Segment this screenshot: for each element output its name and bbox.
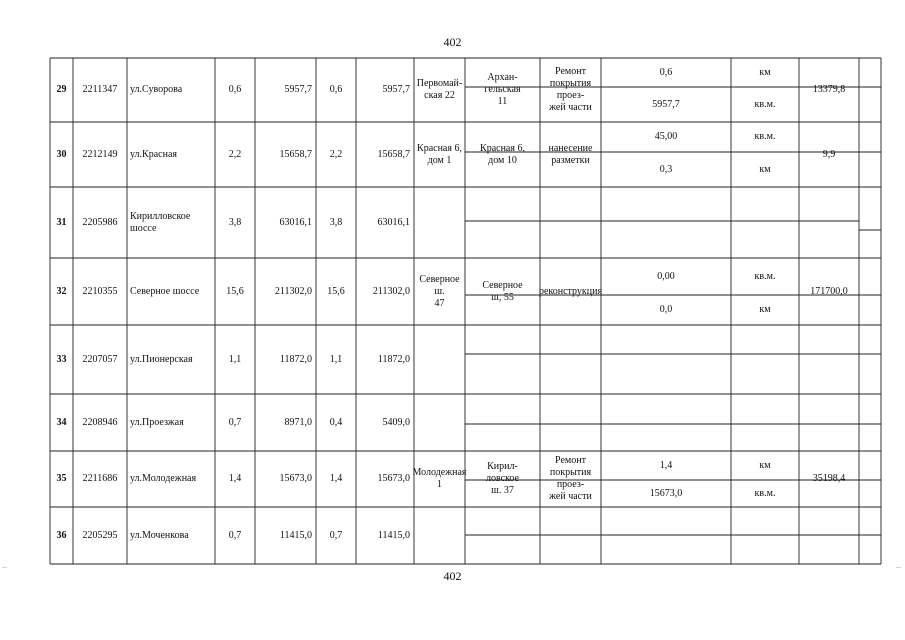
row-35-area-2: 15673,0 bbox=[377, 473, 410, 484]
row-30-work-type: нанесение разметки bbox=[548, 142, 593, 166]
row-36-from-address bbox=[414, 507, 465, 564]
row-31-from-address bbox=[414, 187, 465, 258]
row-36-area: 11415,0 bbox=[279, 529, 312, 541]
row-35-code: 2211686 bbox=[82, 473, 118, 484]
row-31-code: 2205986 bbox=[82, 216, 118, 228]
edge-mark-right: ― bbox=[896, 566, 901, 571]
row-36-cost bbox=[799, 507, 859, 564]
row-31-unit-2 bbox=[731, 221, 799, 258]
row-36-to-address bbox=[465, 507, 540, 564]
row-29-unit-1: км bbox=[759, 66, 771, 78]
row-34-work-type bbox=[540, 394, 601, 451]
row-34-volume-1 bbox=[601, 394, 731, 424]
row-30-to-address: Красная 6, дом 10 bbox=[480, 142, 525, 166]
row-36-length-2: 0,7 bbox=[329, 529, 343, 541]
row-33-number: 33 bbox=[56, 353, 67, 365]
row-31-work-type bbox=[540, 187, 601, 258]
row-33-volume-1 bbox=[601, 325, 731, 354]
row-29-unit-2: кв.м. bbox=[754, 98, 776, 110]
row-33-length-2: 1,1 bbox=[329, 353, 343, 365]
row-30-area-2: 15658,7 bbox=[377, 148, 410, 160]
row-32-volume-2: 0,0 bbox=[659, 304, 673, 315]
row-31-length: 3,8 bbox=[228, 216, 242, 228]
row-29-area-2: 5957,7 bbox=[382, 84, 410, 95]
row-33-work-type bbox=[540, 325, 601, 394]
row-30-from-address: Красная 6, дом 1 bbox=[417, 142, 462, 166]
row-32-area-2: 211302,0 bbox=[372, 285, 410, 297]
roads-table bbox=[50, 58, 881, 564]
row-32-to-address: Северное ш, 55 bbox=[482, 279, 523, 303]
row-34-cost bbox=[799, 394, 859, 451]
page-number-top: 402 bbox=[443, 35, 462, 49]
edge-mark-left: ― bbox=[2, 566, 7, 571]
row-33-unit-1 bbox=[731, 325, 799, 354]
row-31-unit-1 bbox=[731, 187, 799, 221]
row-34-unit-1 bbox=[731, 394, 799, 424]
row-30-code: 2212149 bbox=[82, 148, 118, 160]
row-35-unit-2: кв.м. bbox=[754, 487, 776, 499]
row-34-from-address bbox=[414, 394, 465, 451]
row-33-from-address bbox=[414, 325, 465, 394]
row-31-street-name: Кирилловское шоссе bbox=[130, 210, 191, 234]
row-32-street-name: Северное шоссе bbox=[130, 285, 200, 297]
row-29-from-address: Первомай- ская 22 bbox=[416, 78, 463, 101]
row-33-area: 11872,0 bbox=[279, 353, 312, 365]
row-34-number: 34 bbox=[56, 416, 67, 428]
row-34-volume-2 bbox=[601, 424, 731, 451]
row-34-length: 0,7 bbox=[228, 416, 242, 428]
row-32-code: 2210355 bbox=[82, 285, 118, 297]
row-35-cost: 35198,4 bbox=[812, 473, 846, 484]
row-29-code: 2211347 bbox=[82, 84, 118, 95]
row-31-to-address bbox=[465, 187, 540, 258]
row-36-area-2: 11415,0 bbox=[377, 529, 410, 541]
row-33-area-2: 11872,0 bbox=[377, 353, 410, 365]
row-32-unit-1: кв.м. bbox=[754, 270, 776, 282]
row-32-length-2: 15,6 bbox=[327, 285, 345, 297]
row-34-length-2: 0,4 bbox=[329, 416, 343, 428]
row-32-from-address: Северное ш. 47 bbox=[419, 273, 460, 309]
row-33-unit-2 bbox=[731, 354, 799, 394]
row-33-code: 2207057 bbox=[82, 353, 118, 365]
row-35-volume-1: 1,4 bbox=[659, 459, 673, 471]
row-36-code: 2205295 bbox=[82, 529, 118, 541]
row-30-length-2: 2,2 bbox=[329, 148, 343, 160]
row-31-volume-2 bbox=[601, 221, 731, 258]
row-30-volume-1: 45,00 bbox=[654, 131, 678, 142]
row-32-volume-1: 0,00 bbox=[657, 270, 675, 282]
row-35-from-address: Молодежная 1 bbox=[412, 467, 467, 490]
row-36-unit-2 bbox=[731, 535, 799, 564]
row-31-volume-1 bbox=[601, 187, 731, 221]
row-33-length: 1,1 bbox=[228, 353, 242, 365]
row-32-number: 32 bbox=[56, 285, 67, 297]
row-34-code: 2208946 bbox=[82, 416, 118, 428]
row-32-area: 211302,0 bbox=[274, 285, 312, 297]
row-35-length: 1,4 bbox=[228, 473, 242, 484]
row-35-unit-1: км bbox=[759, 459, 771, 471]
row-36-street-name: ул.Моченкова bbox=[130, 529, 189, 541]
row-31-number: 31 bbox=[56, 216, 67, 228]
row-36-work-type bbox=[540, 507, 601, 564]
row-35-to-address: Кирил- ловское ш. 37 bbox=[485, 461, 519, 496]
row-33-to-address bbox=[465, 325, 540, 394]
row-29-length-2: 0,6 bbox=[329, 84, 343, 95]
row-29-volume-1: 0,6 bbox=[659, 66, 673, 78]
row-35-street-name: ул.Молодежная bbox=[130, 473, 197, 484]
row-29-work-type: Ремонт покрытия проез- жей части bbox=[549, 66, 592, 113]
row-35-volume-2: 15673,0 bbox=[649, 487, 683, 499]
row-36-number: 36 bbox=[56, 529, 67, 541]
row-30-volume-2: 0,3 bbox=[659, 163, 673, 175]
row-34-area: 8971,0 bbox=[284, 416, 312, 428]
row-30-street-name: ул.Красная bbox=[130, 148, 177, 160]
row-29-street-name: ул.Суворова bbox=[130, 84, 183, 95]
row-35-length-2: 1,4 bbox=[329, 473, 343, 484]
row-33-volume-2 bbox=[601, 354, 731, 394]
row-34-street-name: ул.Проезжая bbox=[130, 416, 184, 428]
row-33-street-name: ул.Пионерская bbox=[130, 353, 193, 365]
row-29-area: 5957,7 bbox=[284, 84, 312, 95]
row-32-work-type: реконструкция bbox=[538, 285, 603, 297]
row-36-volume-1 bbox=[601, 507, 731, 535]
row-32-cost: 171700,0 bbox=[810, 285, 848, 297]
row-32-length: 15,6 bbox=[226, 285, 244, 297]
row-31-area-2: 63016,1 bbox=[377, 216, 410, 228]
row-30-unit-2: км bbox=[759, 163, 771, 175]
row-29-cost: 13379,8 bbox=[812, 84, 846, 95]
row-29-length: 0,6 bbox=[228, 84, 242, 95]
row-31-area: 63016,1 bbox=[279, 216, 312, 228]
row-32-unit-2: км bbox=[759, 304, 771, 315]
row-36-unit-1 bbox=[731, 507, 799, 535]
row-30-cost: 9,9 bbox=[822, 148, 836, 160]
row-30-number: 30 bbox=[56, 148, 67, 160]
row-29-to-address: Архан- гельская 11 bbox=[484, 72, 521, 107]
row-34-unit-2 bbox=[731, 424, 799, 451]
row-31-length-2: 3,8 bbox=[329, 216, 343, 228]
row-29-volume-2: 5957,7 bbox=[652, 98, 680, 110]
row-35-area: 15673,0 bbox=[279, 473, 312, 484]
page-number-bottom: 402 bbox=[443, 569, 462, 583]
row-34-to-address bbox=[465, 394, 540, 451]
row-34-area-2: 5409,0 bbox=[382, 416, 410, 428]
row-29-number: 29 bbox=[56, 84, 67, 95]
row-31-cost bbox=[799, 187, 859, 258]
row-36-length: 0,7 bbox=[228, 529, 242, 541]
row-33-cost bbox=[799, 325, 859, 394]
row-30-area: 15658,7 bbox=[279, 148, 312, 160]
row-35-work-type: Ремонт покрытия проез- жей части bbox=[549, 455, 592, 502]
row-35-number: 35 bbox=[56, 473, 67, 484]
row-36-volume-2 bbox=[601, 535, 731, 564]
row-30-unit-1: кв.м. bbox=[754, 131, 776, 142]
row-30-length: 2,2 bbox=[228, 148, 242, 160]
